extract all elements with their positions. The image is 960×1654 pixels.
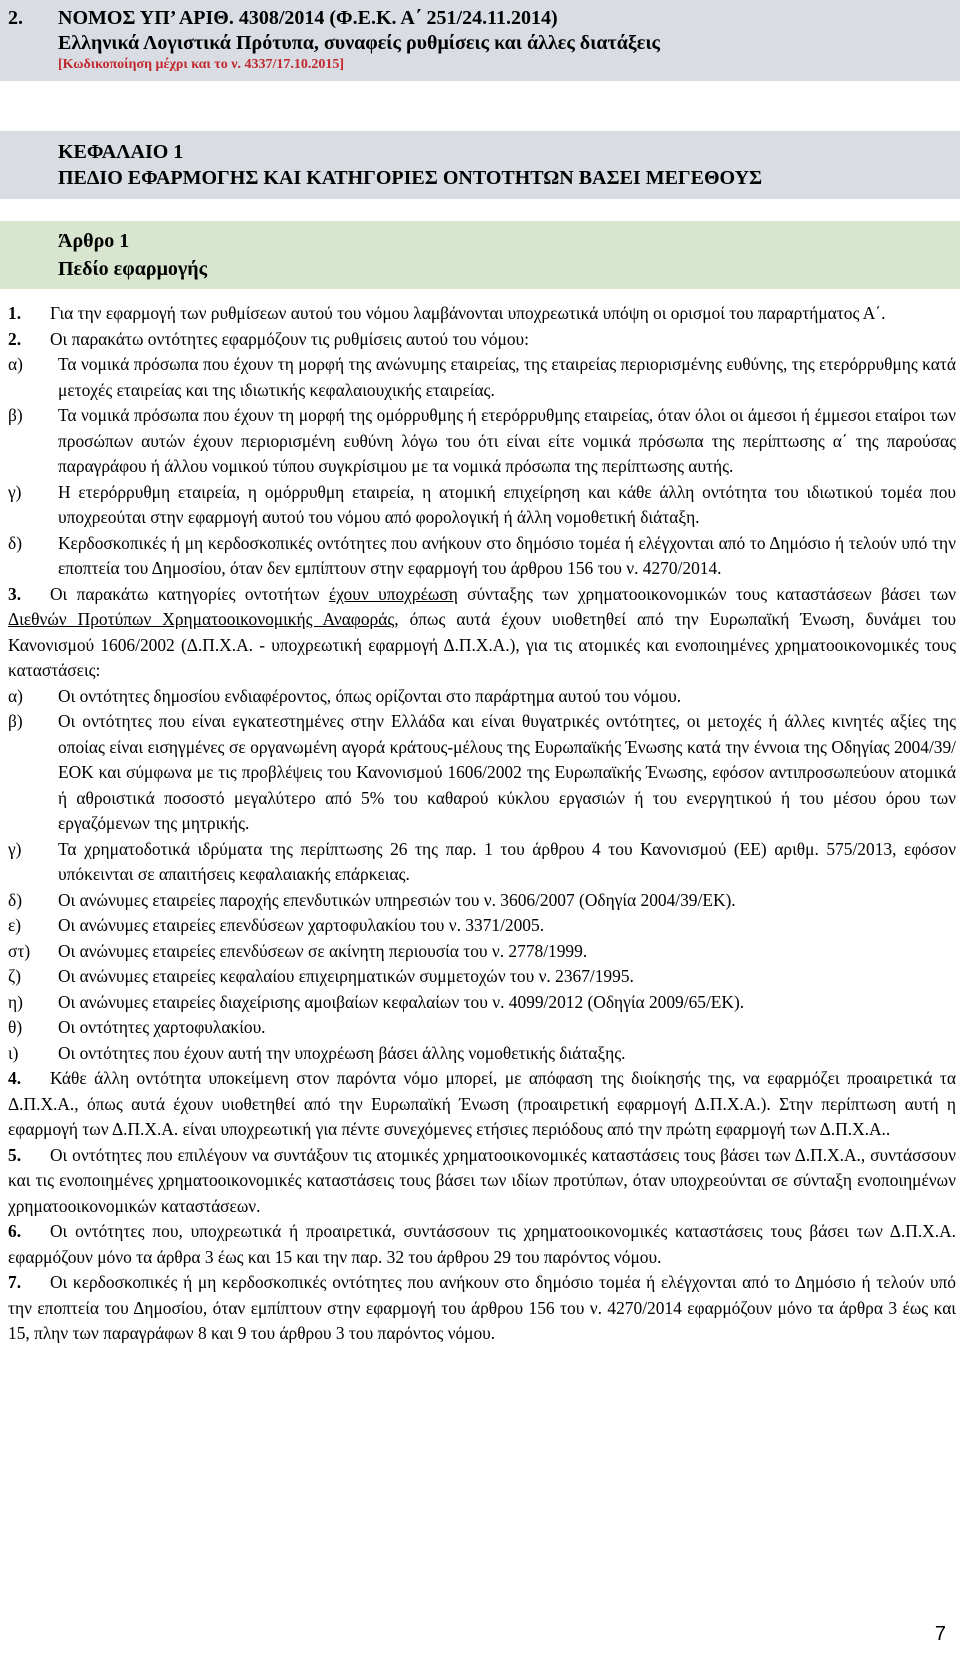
article-title: Πεδίο εφαρμογής [58,258,208,280]
paragraph-2 [8,327,956,353]
paragraph-text: Οι παρακάτω κατηγορίες οντοτήτων [50,583,329,604]
item-text: Κερδοσκοπικές ή μη κερδοσκοπικές οντότητες που ανήκουν στο δημόσιο τομέα ή ελέγχονται από το Δημόσιο ή τελούν υπό την εποπτεία του Δημοσίου, όταν δεν εμπίπτουν στην εφαρμογή του άρθρου 156 του ν. 4270/2014. [58,532,956,578]
paragraph-text: Οι παρακάτω οντότητες εφαρμόζουν τις ρυθμίσεις αυτού του νόμου: [50,328,529,349]
list-item [8,939,956,965]
paragraph-text: Για την εφαρμογή των ρυθμίσεων αυτού του νόμου λαμβάνονται υποχρεωτικά υπόψη οι ορισμοί του παραρτήματος Α΄. [50,303,886,323]
law-header [0,0,960,81]
item-text: Οι ανώνυμες εταιρείες επενδύσεων σε ακίνητη περιουσία του ν. 2778/1999. [58,940,588,961]
law-title: ΝΟΜΟΣ ΥΠ’ ΑΡΙΘ. 4308/2014 (Φ.Ε.Κ. Α΄ 251/24.11.2014) [58,7,558,29]
law-number: 2. [8,7,23,29]
list-item [8,964,956,990]
item-label: ε) [8,915,22,935]
item-label: γ) [8,838,22,859]
list-item [8,709,956,837]
list-item [8,990,956,1016]
underlined-phrase: Διεθνών Προτύπων Χρηματοοικονομικής Αναφοράς [8,609,395,629]
item-text: Τα νομικά πρόσωπα που έχουν τη μορφή της ανώνυμης εταιρείας, της εταιρείας περιορισμένης ευθύνης, της ετερόρρυθμης κατά μετοχές εταιρείας και της ιδιωτικής κεφαλαιουχικής εταιρείας. [58,354,956,400]
paragraph-text: Οι οντότητες που, υποχρεωτικά ή προαιρετικά, συντάσσουν τις χρηματοοικονομικές καταστάσεις τους βάσει των Δ.Π.Χ.Α. εφαρμόζουν μόνο τα άρθρα 3 έως και 15 και την παρ. 32 του άρθρου 29 του παρόντος νόμου. [8,1221,956,1267]
item-text: Οι οντότητες χαρτοφυλακίου. [58,1017,266,1037]
paragraph-number: 4. [8,1068,22,1088]
list-item [8,888,956,914]
list-item [8,684,956,710]
item-label: δ) [8,889,22,910]
article-heading [0,221,960,289]
page-number: 7 [934,1623,946,1645]
item-text: Τα νομικά πρόσωπα που έχουν τη μορφή της ομόρρυθμης ή ετερόρρυθμης εταιρείας, όταν όλοι οι άμεσοι ή έμμεσοι εταίροι των προσώπων αυτών έχουν περιορισμένη ευθύνη λόγω του ότι είναι είτε νομικά πρόσωπα της περίπτωσης α΄ της παρούσας παραγράφου ή άλλου νομικού τύπου συγκρίσιμου με τα νομικά πρόσωπα της περίπτωσης αυτής. [58,405,956,476]
list-item [8,913,956,939]
list-item [8,531,956,582]
law-subtitle: Ελληνικά Λογιστικά Πρότυπα, συναφείς ρυθμίσεις και άλλες διατάξεις [58,32,660,54]
list-item [8,1041,956,1067]
paragraph-text: Οι κερδοσκοπικές ή μη κερδοσκοπικές οντότητες που ανήκουν στο δημόσιο τομέα ή ελέγχονται από το Δημόσιο ή τελούν υπό την εποπτεία του Δημοσίου, όταν εμπίπτουν στην εφαρμογή του άρθρου 156 του ν. 4270/2014 εφαρμόζουν μόνο τα άρθρα 3 έως και 15, πλην των παραγράφων 8 και 9 του άρθρου 3 του παρόντος νόμου. [8,1272,956,1343]
item-label: ζ) [8,966,21,986]
chapter-label: ΚΕΦΑΛΑΙΟ 1 [58,141,184,163]
item-label: θ) [8,1017,23,1037]
item-text: Οι ανώνυμες εταιρείες κεφαλαίου επιχειρηματικών συμμετοχών του ν. 2367/1995. [58,966,634,986]
list-item [8,1015,956,1041]
paragraph-7 [8,1270,956,1347]
item-text: Οι οντότητες που είναι εγκατεστημένες στην Ελλάδα και είναι θυγατρικές οντότητες, οι μετοχές ή άλλες κινητές αξίες της οποίας είναι εισηγμένες σε οργανωμένη αγορά κράτους-μέλους της Ευρωπαϊκής Ένωσης κατά την έννοια της Οδηγίας 2004/39/ΕΟΚ και σύμφωνα με τις προβλέψεις του Κανονισμού 1606/2002 της Ευρωπαϊκής Ένωσης, εφόσον αντιπροσωπεύουν ατομικά ή αθροιστικά ποσοστό μεγαλύτερο από 5% του καθαρού κύκλου εργασιών ή του ενεργητικού ή του μέσου όρου των εργαζόμενων της μητρικής. [58,711,956,833]
paragraph-number: 6. [8,1221,22,1241]
item-label: στ) [8,940,31,961]
paragraph-1 [8,301,956,327]
codification-note: [Κωδικοποίηση μέχρι και το ν. 4337/17.10.2015] [58,57,345,72]
list-item [8,403,956,480]
chapter-title: ΠΕΔΙΟ ΕΦΑΡΜΟΓΗΣ ΚΑΙ ΚΑΤΗΓΟΡΙΕΣ ΟΝΤΟΤΗΤΩΝ ΒΑΣΕΙ ΜΕΓΕΘΟΥΣ [58,167,763,189]
item-label: α) [8,354,23,374]
article-body [0,289,956,1347]
list-item [8,480,956,531]
paragraph-number: 7. [8,1272,22,1292]
paragraph-text: , όπως αυτά έχουν υιοθετηθεί από την Ευρωπαϊκή Ένωση, δυνάμει του Κανονισμού 1606/2002 (Δ.Π.Χ.Α. - υποχρεωτική εφαρμογή Δ.Π.Χ.Α.), για τις ατομικές και ενοποιημένες χρηματοοικονομικές τους καταστάσεις: [8,609,956,680]
underlined-phrase: έχουν υποχρέωση [328,583,458,604]
item-text: Οι ανώνυμες εταιρείες επενδύσεων χαρτοφυλακίου του ν. 3371/2005. [58,915,545,935]
item-label: η) [8,991,23,1012]
list-item [8,352,956,403]
paragraph-number: 5. [8,1144,22,1165]
paragraph-number: 3. [8,583,22,604]
paragraph-3 [8,582,956,684]
paragraph-text: Κάθε άλλη οντότητα υποκείμενη στον παρόντα νόμο μπορεί, με απόφαση της διοίκησής της, να εφαρμόζει προαιρετικά τα Δ.Π.Χ.Α., όπως αυτά έχουν υιοθετηθεί από την Ευρωπαϊκή Ένωση (προαιρετική εφαρμογή Δ.Π.Χ.Α.). Στην περίπτωση αυτή η εφαρμογή των Δ.Π.Χ.Α. είναι υποχρεωτική για πέντε συνεχόμενες ετήσιες περιόδους από την πρώτη εφαρμογή των Δ.Π.Χ.Α.. [8,1068,956,1139]
paragraph-6 [8,1219,956,1270]
item-label: δ) [8,532,22,553]
paragraph-number: 1. [8,303,22,323]
item-text: Οι οντότητες που έχουν αυτή την υποχρέωση βάσει άλλης νομοθετικής διάταξης. [58,1042,626,1063]
paragraph-number: 2. [8,328,22,349]
item-label: ι) [8,1042,19,1063]
item-label: β) [8,405,23,425]
item-label: α) [8,685,23,706]
item-label: β) [8,711,23,731]
chapter-heading [0,131,960,199]
paragraph-5 [8,1143,956,1220]
paragraph-4 [8,1066,956,1143]
list-item [8,837,956,888]
article-label: Άρθρο 1 [58,230,130,252]
law-title-line [8,6,952,31]
item-text: Οι οντότητες δημοσίου ενδιαφέροντος, όπως ορίζονται στο παράρτημα αυτού του νόμου. [58,685,682,706]
item-text: Η ετερόρρυθμη εταιρεία, η ομόρρυθμη εταιρεία, η ατομική επιχείρηση και κάθε άλλη οντότητα του ιδιωτικού τομέα που υποχρεούται στην εφαρμογή αυτού του νόμου από φορολογική ή άλλη νομοθετική διάταξη. [58,481,956,527]
paragraph-text: Οι οντότητες που επιλέγουν να συντάξουν τις ατομικές χρηματοοικονομικές καταστάσεις τους βάσει των Δ.Π.Χ.Α., συντάσσουν και τις ενοποιημένες χρηματοοικονομικές καταστάσεις τους βάσει των ιδίων προτύπων, όταν υποχρεούνται σε σύνταξη ενοποιημένων χρηματοοικονομικών καταστάσεων. [8,1144,956,1216]
item-text: Οι ανώνυμες εταιρείες διαχείρισης αμοιβαίων κεφαλαίων του ν. 4099/2012 (Οδηγία 2009/65/ΕΚ). [58,991,745,1012]
item-text: Οι ανώνυμες εταιρείες παροχής επενδυτικών υπηρεσιών του ν. 3606/2007 (Οδηγία 2004/39/ΕΚ). [58,889,736,910]
item-text: Τα χρηματοδοτικά ιδρύματα της περίπτωσης 26 της παρ. 1 του άρθρου 4 του Κανονισμού (ΕΕ) αριθμ. 575/2013, εφόσον υπόκεινται σε απαιτήσεις κεφαλαιακής επάρκειας. [58,838,956,884]
paragraph-text: σύνταξης των χρηματοοικονομικών τους καταστάσεων βάσει των [457,583,957,604]
item-label: γ) [8,481,22,502]
